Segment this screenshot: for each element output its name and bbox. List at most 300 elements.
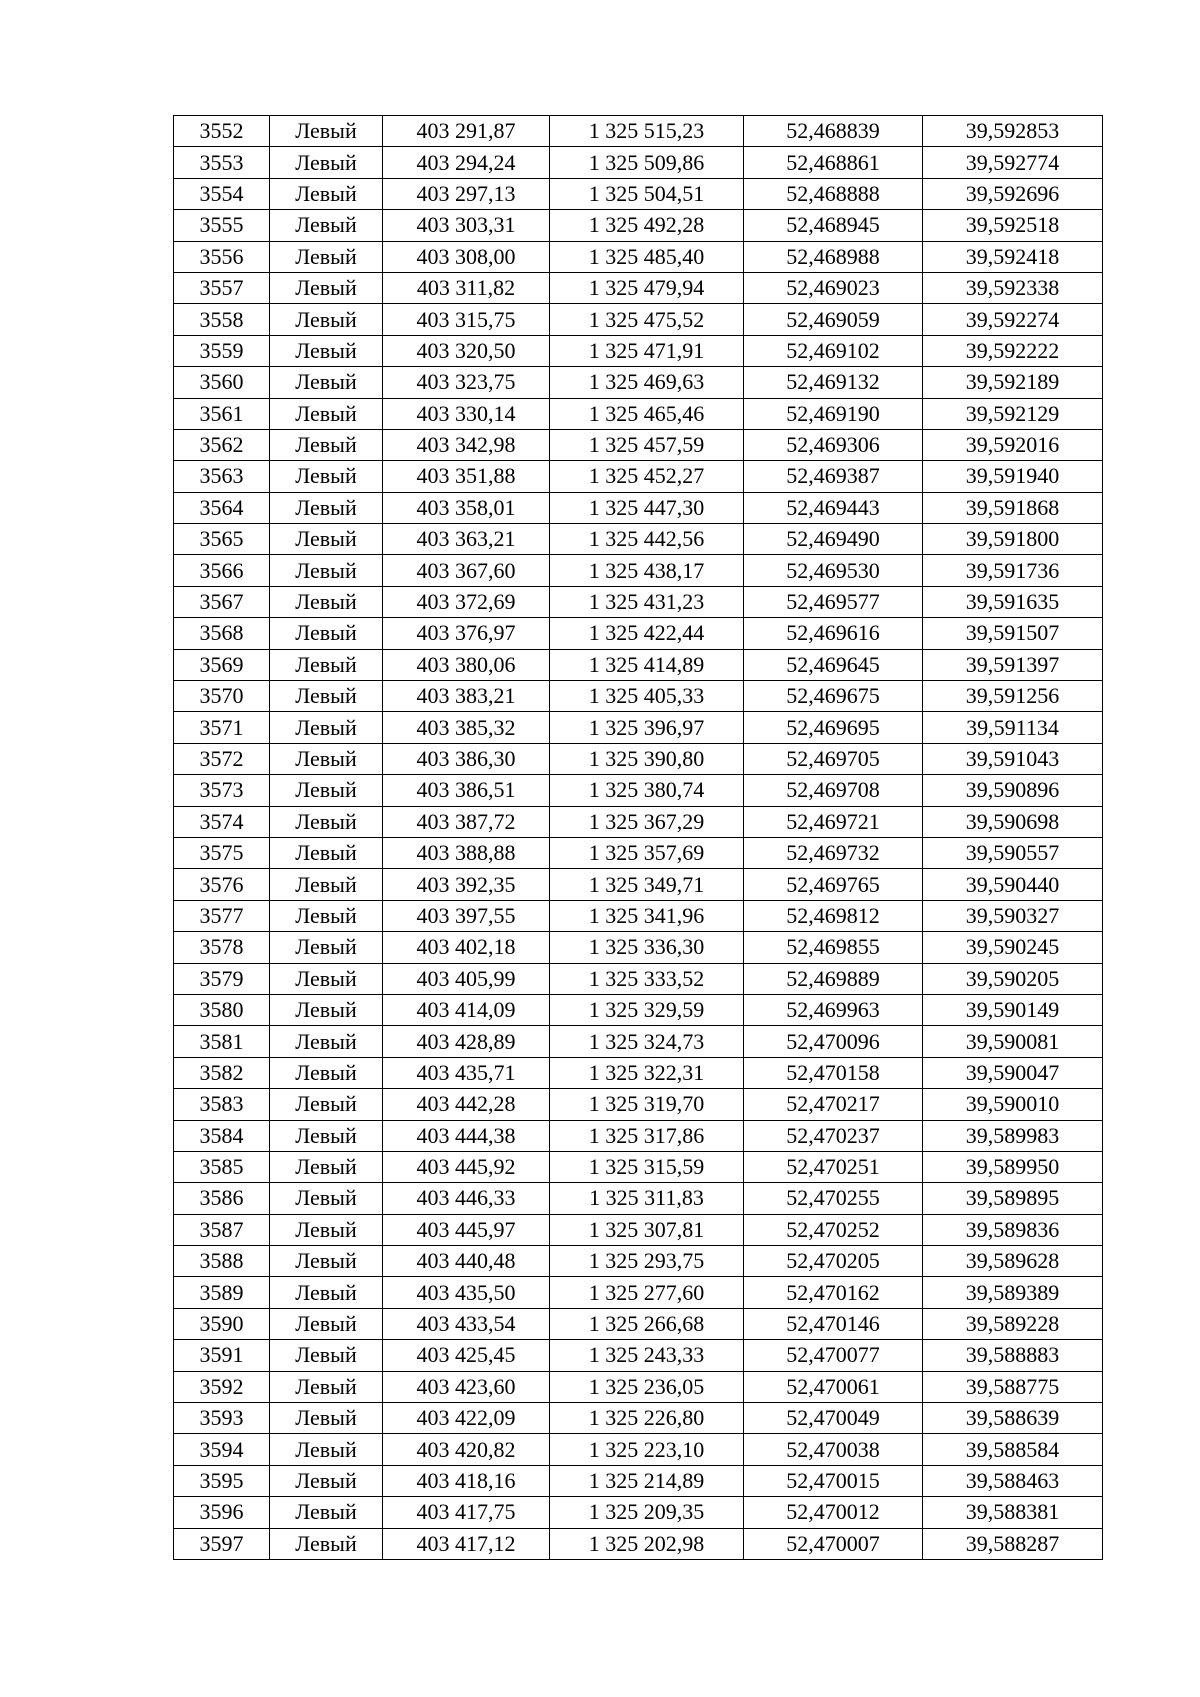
side-cell: Левый	[270, 1183, 383, 1214]
table-row	[174, 1434, 1103, 1465]
point-number-cell: 3565	[174, 524, 270, 555]
table-row	[174, 586, 1103, 617]
longitude-cell: 39,589950	[923, 1151, 1103, 1182]
side-cell: Левый	[270, 649, 383, 680]
y-coordinate-cell: 1 325 333,52	[550, 963, 744, 994]
point-number-cell: 3588	[174, 1246, 270, 1277]
y-coordinate-cell: 1 325 452,27	[550, 461, 744, 492]
x-coordinate-cell: 403 303,31	[383, 210, 550, 241]
x-coordinate-cell: 403 420,82	[383, 1434, 550, 1465]
table-row	[174, 367, 1103, 398]
y-coordinate-cell: 1 325 471,91	[550, 335, 744, 366]
table-row	[174, 900, 1103, 931]
side-cell: Левый	[270, 586, 383, 617]
latitude-cell: 52,469645	[744, 649, 923, 680]
side-cell: Левый	[270, 304, 383, 335]
table-row	[174, 461, 1103, 492]
point-number-cell: 3586	[174, 1183, 270, 1214]
y-coordinate-cell: 1 325 447,30	[550, 492, 744, 523]
point-number-cell: 3587	[174, 1214, 270, 1245]
latitude-cell: 52,470007	[744, 1528, 923, 1559]
longitude-cell: 39,590327	[923, 900, 1103, 931]
latitude-cell: 52,468945	[744, 210, 923, 241]
table-row	[174, 1277, 1103, 1308]
latitude-cell: 52,469708	[744, 775, 923, 806]
y-coordinate-cell: 1 325 317,86	[550, 1120, 744, 1151]
side-cell: Левый	[270, 1277, 383, 1308]
table-row	[174, 806, 1103, 837]
y-coordinate-cell: 1 325 349,71	[550, 869, 744, 900]
latitude-cell: 52,470251	[744, 1151, 923, 1182]
x-coordinate-cell: 403 372,69	[383, 586, 550, 617]
table-row	[174, 618, 1103, 649]
side-cell: Левый	[270, 492, 383, 523]
y-coordinate-cell: 1 325 324,73	[550, 1026, 744, 1057]
x-coordinate-cell: 403 428,89	[383, 1026, 550, 1057]
point-number-cell: 3575	[174, 837, 270, 868]
latitude-cell: 52,469387	[744, 461, 923, 492]
table-row	[174, 649, 1103, 680]
table-row	[174, 1183, 1103, 1214]
point-number-cell: 3563	[174, 461, 270, 492]
table-row	[174, 1528, 1103, 1559]
point-number-cell: 3582	[174, 1057, 270, 1088]
longitude-cell: 39,591397	[923, 649, 1103, 680]
longitude-cell: 39,590081	[923, 1026, 1103, 1057]
table-row	[174, 1057, 1103, 1088]
y-coordinate-cell: 1 325 266,68	[550, 1308, 744, 1339]
table-row	[174, 775, 1103, 806]
longitude-cell: 39,588639	[923, 1403, 1103, 1434]
point-number-cell: 3572	[174, 743, 270, 774]
latitude-cell: 52,469023	[744, 272, 923, 303]
side-cell: Левый	[270, 335, 383, 366]
point-number-cell: 3580	[174, 994, 270, 1025]
longitude-cell: 39,588463	[923, 1465, 1103, 1496]
x-coordinate-cell: 403 342,98	[383, 429, 550, 460]
side-cell: Левый	[270, 555, 383, 586]
latitude-cell: 52,469963	[744, 994, 923, 1025]
latitude-cell: 52,470252	[744, 1214, 923, 1245]
x-coordinate-cell: 403 323,75	[383, 367, 550, 398]
latitude-cell: 52,469190	[744, 398, 923, 429]
y-coordinate-cell: 1 325 390,80	[550, 743, 744, 774]
side-cell: Левый	[270, 1403, 383, 1434]
side-cell: Левый	[270, 1465, 383, 1496]
point-number-cell: 3559	[174, 335, 270, 366]
point-number-cell: 3558	[174, 304, 270, 335]
longitude-cell: 39,592338	[923, 272, 1103, 303]
latitude-cell: 52,468888	[744, 178, 923, 209]
y-coordinate-cell: 1 325 515,23	[550, 116, 744, 147]
latitude-cell: 52,469889	[744, 963, 923, 994]
y-coordinate-cell: 1 325 367,29	[550, 806, 744, 837]
longitude-cell: 39,588883	[923, 1340, 1103, 1371]
latitude-cell: 52,470012	[744, 1497, 923, 1528]
longitude-cell: 39,592774	[923, 147, 1103, 178]
side-cell: Левый	[270, 775, 383, 806]
table-row	[174, 743, 1103, 774]
point-number-cell: 3570	[174, 681, 270, 712]
side-cell: Левый	[270, 900, 383, 931]
latitude-cell: 52,469102	[744, 335, 923, 366]
table-row	[174, 241, 1103, 272]
longitude-cell: 39,590245	[923, 932, 1103, 963]
x-coordinate-cell: 403 397,55	[383, 900, 550, 931]
x-coordinate-cell: 403 386,51	[383, 775, 550, 806]
y-coordinate-cell: 1 325 307,81	[550, 1214, 744, 1245]
point-number-cell: 3581	[174, 1026, 270, 1057]
table-row	[174, 304, 1103, 335]
table-row	[174, 1151, 1103, 1182]
x-coordinate-cell: 403 330,14	[383, 398, 550, 429]
side-cell: Левый	[270, 712, 383, 743]
x-coordinate-cell: 403 425,45	[383, 1340, 550, 1371]
y-coordinate-cell: 1 325 214,89	[550, 1465, 744, 1496]
latitude-cell: 52,469675	[744, 681, 923, 712]
x-coordinate-cell: 403 297,13	[383, 178, 550, 209]
y-coordinate-cell: 1 325 202,98	[550, 1528, 744, 1559]
y-coordinate-cell: 1 325 479,94	[550, 272, 744, 303]
y-coordinate-cell: 1 325 405,33	[550, 681, 744, 712]
y-coordinate-cell: 1 325 485,40	[550, 241, 744, 272]
longitude-cell: 39,592222	[923, 335, 1103, 366]
table-row	[174, 1089, 1103, 1120]
side-cell: Левый	[270, 1246, 383, 1277]
table-row	[174, 837, 1103, 868]
side-cell: Левый	[270, 1057, 383, 1088]
side-cell: Левый	[270, 963, 383, 994]
point-number-cell: 3592	[174, 1371, 270, 1402]
x-coordinate-cell: 403 435,50	[383, 1277, 550, 1308]
side-cell: Левый	[270, 210, 383, 241]
side-cell: Левый	[270, 272, 383, 303]
point-number-cell: 3557	[174, 272, 270, 303]
point-number-cell: 3555	[174, 210, 270, 241]
latitude-cell: 52,468839	[744, 116, 923, 147]
longitude-cell: 39,592129	[923, 398, 1103, 429]
latitude-cell: 52,470217	[744, 1089, 923, 1120]
longitude-cell: 39,591800	[923, 524, 1103, 555]
table-row	[174, 869, 1103, 900]
x-coordinate-cell: 403 311,82	[383, 272, 550, 303]
table-row	[174, 1403, 1103, 1434]
longitude-cell: 39,589389	[923, 1277, 1103, 1308]
point-number-cell: 3594	[174, 1434, 270, 1465]
y-coordinate-cell: 1 325 396,97	[550, 712, 744, 743]
x-coordinate-cell: 403 445,97	[383, 1214, 550, 1245]
y-coordinate-cell: 1 325 329,59	[550, 994, 744, 1025]
y-coordinate-cell: 1 325 422,44	[550, 618, 744, 649]
table-row	[174, 147, 1103, 178]
point-number-cell: 3571	[174, 712, 270, 743]
x-coordinate-cell: 403 294,24	[383, 147, 550, 178]
y-coordinate-cell: 1 325 380,74	[550, 775, 744, 806]
y-coordinate-cell: 1 325 293,75	[550, 1246, 744, 1277]
latitude-cell: 52,470038	[744, 1434, 923, 1465]
x-coordinate-cell: 403 402,18	[383, 932, 550, 963]
y-coordinate-cell: 1 325 438,17	[550, 555, 744, 586]
longitude-cell: 39,592016	[923, 429, 1103, 460]
longitude-cell: 39,591868	[923, 492, 1103, 523]
latitude-cell: 52,470158	[744, 1057, 923, 1088]
table-row	[174, 1465, 1103, 1496]
latitude-cell: 52,469577	[744, 586, 923, 617]
latitude-cell: 52,470146	[744, 1308, 923, 1339]
table-row	[174, 1308, 1103, 1339]
y-coordinate-cell: 1 325 414,89	[550, 649, 744, 680]
point-number-cell: 3596	[174, 1497, 270, 1528]
side-cell: Левый	[270, 429, 383, 460]
x-coordinate-cell: 403 320,50	[383, 335, 550, 366]
x-coordinate-cell: 403 418,16	[383, 1465, 550, 1496]
longitude-cell: 39,590149	[923, 994, 1103, 1025]
table-row	[174, 272, 1103, 303]
x-coordinate-cell: 403 387,72	[383, 806, 550, 837]
latitude-cell: 52,469443	[744, 492, 923, 523]
table-row	[174, 712, 1103, 743]
y-coordinate-cell: 1 325 223,10	[550, 1434, 744, 1465]
x-coordinate-cell: 403 414,09	[383, 994, 550, 1025]
side-cell: Левый	[270, 806, 383, 837]
latitude-cell: 52,469616	[744, 618, 923, 649]
point-number-cell: 3552	[174, 116, 270, 147]
table-row	[174, 1497, 1103, 1528]
x-coordinate-cell: 403 376,97	[383, 618, 550, 649]
latitude-cell: 52,468988	[744, 241, 923, 272]
longitude-cell: 39,590698	[923, 806, 1103, 837]
y-coordinate-cell: 1 325 469,63	[550, 367, 744, 398]
x-coordinate-cell: 403 351,88	[383, 461, 550, 492]
point-number-cell: 3554	[174, 178, 270, 209]
point-number-cell: 3597	[174, 1528, 270, 1559]
table-row	[174, 994, 1103, 1025]
table-row	[174, 555, 1103, 586]
point-number-cell: 3556	[174, 241, 270, 272]
longitude-cell: 39,589895	[923, 1183, 1103, 1214]
latitude-cell: 52,469855	[744, 932, 923, 963]
table-row	[174, 1120, 1103, 1151]
latitude-cell: 52,469705	[744, 743, 923, 774]
table-row	[174, 1340, 1103, 1371]
latitude-cell: 52,469530	[744, 555, 923, 586]
side-cell: Левый	[270, 869, 383, 900]
x-coordinate-cell: 403 435,71	[383, 1057, 550, 1088]
table-row	[174, 681, 1103, 712]
point-number-cell: 3569	[174, 649, 270, 680]
latitude-cell: 52,469132	[744, 367, 923, 398]
longitude-cell: 39,592418	[923, 241, 1103, 272]
latitude-cell: 52,470162	[744, 1277, 923, 1308]
x-coordinate-cell: 403 440,48	[383, 1246, 550, 1277]
point-number-cell: 3564	[174, 492, 270, 523]
side-cell: Левый	[270, 1340, 383, 1371]
latitude-cell: 52,470015	[744, 1465, 923, 1496]
side-cell: Левый	[270, 994, 383, 1025]
longitude-cell: 39,591940	[923, 461, 1103, 492]
point-number-cell: 3573	[174, 775, 270, 806]
latitude-cell: 52,470096	[744, 1026, 923, 1057]
longitude-cell: 39,590205	[923, 963, 1103, 994]
coordinates-table-body	[174, 116, 1103, 1560]
y-coordinate-cell: 1 325 226,80	[550, 1403, 744, 1434]
longitude-cell: 39,588381	[923, 1497, 1103, 1528]
point-number-cell: 3593	[174, 1403, 270, 1434]
longitude-cell: 39,589628	[923, 1246, 1103, 1277]
longitude-cell: 39,591256	[923, 681, 1103, 712]
point-number-cell: 3578	[174, 932, 270, 963]
side-cell: Левый	[270, 1026, 383, 1057]
longitude-cell: 39,590440	[923, 869, 1103, 900]
point-number-cell: 3584	[174, 1120, 270, 1151]
y-coordinate-cell: 1 325 492,28	[550, 210, 744, 241]
x-coordinate-cell: 403 383,21	[383, 681, 550, 712]
y-coordinate-cell: 1 325 243,33	[550, 1340, 744, 1371]
table-row	[174, 963, 1103, 994]
table-row	[174, 1371, 1103, 1402]
point-number-cell: 3590	[174, 1308, 270, 1339]
y-coordinate-cell: 1 325 315,59	[550, 1151, 744, 1182]
table-row	[174, 335, 1103, 366]
latitude-cell: 52,469812	[744, 900, 923, 931]
longitude-cell: 39,592189	[923, 367, 1103, 398]
x-coordinate-cell: 403 445,92	[383, 1151, 550, 1182]
latitude-cell: 52,469490	[744, 524, 923, 555]
side-cell: Левый	[270, 461, 383, 492]
latitude-cell: 52,470049	[744, 1403, 923, 1434]
latitude-cell: 52,470205	[744, 1246, 923, 1277]
point-number-cell: 3568	[174, 618, 270, 649]
coordinates-table	[173, 115, 1103, 1560]
longitude-cell: 39,588584	[923, 1434, 1103, 1465]
x-coordinate-cell: 403 417,75	[383, 1497, 550, 1528]
side-cell: Левый	[270, 1371, 383, 1402]
y-coordinate-cell: 1 325 322,31	[550, 1057, 744, 1088]
longitude-cell: 39,591134	[923, 712, 1103, 743]
table-row	[174, 429, 1103, 460]
latitude-cell: 52,470061	[744, 1371, 923, 1402]
side-cell: Левый	[270, 1089, 383, 1120]
y-coordinate-cell: 1 325 236,05	[550, 1371, 744, 1402]
point-number-cell: 3560	[174, 367, 270, 398]
side-cell: Левый	[270, 1528, 383, 1559]
x-coordinate-cell: 403 405,99	[383, 963, 550, 994]
x-coordinate-cell: 403 367,60	[383, 555, 550, 586]
x-coordinate-cell: 403 422,09	[383, 1403, 550, 1434]
latitude-cell: 52,469695	[744, 712, 923, 743]
y-coordinate-cell: 1 325 357,69	[550, 837, 744, 868]
y-coordinate-cell: 1 325 431,23	[550, 586, 744, 617]
point-number-cell: 3562	[174, 429, 270, 460]
y-coordinate-cell: 1 325 442,56	[550, 524, 744, 555]
y-coordinate-cell: 1 325 277,60	[550, 1277, 744, 1308]
y-coordinate-cell: 1 325 457,59	[550, 429, 744, 460]
x-coordinate-cell: 403 423,60	[383, 1371, 550, 1402]
longitude-cell: 39,589983	[923, 1120, 1103, 1151]
table-row	[174, 210, 1103, 241]
latitude-cell: 52,469306	[744, 429, 923, 460]
longitude-cell: 39,591736	[923, 555, 1103, 586]
y-coordinate-cell: 1 325 209,35	[550, 1497, 744, 1528]
longitude-cell: 39,590047	[923, 1057, 1103, 1088]
longitude-cell: 39,590896	[923, 775, 1103, 806]
table-row	[174, 398, 1103, 429]
x-coordinate-cell: 403 388,88	[383, 837, 550, 868]
longitude-cell: 39,589836	[923, 1214, 1103, 1245]
side-cell: Левый	[270, 1151, 383, 1182]
longitude-cell: 39,588775	[923, 1371, 1103, 1402]
x-coordinate-cell: 403 442,28	[383, 1089, 550, 1120]
x-coordinate-cell: 403 433,54	[383, 1308, 550, 1339]
table-row	[174, 492, 1103, 523]
latitude-cell: 52,470237	[744, 1120, 923, 1151]
side-cell: Левый	[270, 837, 383, 868]
point-number-cell: 3576	[174, 869, 270, 900]
longitude-cell: 39,592853	[923, 116, 1103, 147]
x-coordinate-cell: 403 386,30	[383, 743, 550, 774]
y-coordinate-cell: 1 325 504,51	[550, 178, 744, 209]
table-row	[174, 1246, 1103, 1277]
x-coordinate-cell: 403 444,38	[383, 1120, 550, 1151]
latitude-cell: 52,470255	[744, 1183, 923, 1214]
table-row	[174, 116, 1103, 147]
x-coordinate-cell: 403 315,75	[383, 304, 550, 335]
x-coordinate-cell: 403 385,32	[383, 712, 550, 743]
x-coordinate-cell: 403 417,12	[383, 1528, 550, 1559]
point-number-cell: 3591	[174, 1340, 270, 1371]
point-number-cell: 3579	[174, 963, 270, 994]
side-cell: Левый	[270, 241, 383, 272]
x-coordinate-cell: 403 392,35	[383, 869, 550, 900]
table-row	[174, 524, 1103, 555]
side-cell: Левый	[270, 618, 383, 649]
x-coordinate-cell: 403 358,01	[383, 492, 550, 523]
x-coordinate-cell: 403 446,33	[383, 1183, 550, 1214]
point-number-cell: 3566	[174, 555, 270, 586]
point-number-cell: 3583	[174, 1089, 270, 1120]
table-row	[174, 1026, 1103, 1057]
side-cell: Левый	[270, 147, 383, 178]
point-number-cell: 3595	[174, 1465, 270, 1496]
x-coordinate-cell: 403 363,21	[383, 524, 550, 555]
longitude-cell: 39,588287	[923, 1528, 1103, 1559]
x-coordinate-cell: 403 380,06	[383, 649, 550, 680]
side-cell: Левый	[270, 1497, 383, 1528]
latitude-cell: 52,469732	[744, 837, 923, 868]
side-cell: Левый	[270, 524, 383, 555]
y-coordinate-cell: 1 325 509,86	[550, 147, 744, 178]
y-coordinate-cell: 1 325 311,83	[550, 1183, 744, 1214]
longitude-cell: 39,591507	[923, 618, 1103, 649]
table-row	[174, 1214, 1103, 1245]
longitude-cell: 39,590010	[923, 1089, 1103, 1120]
side-cell: Левый	[270, 367, 383, 398]
latitude-cell: 52,470077	[744, 1340, 923, 1371]
side-cell: Левый	[270, 116, 383, 147]
side-cell: Левый	[270, 178, 383, 209]
point-number-cell: 3561	[174, 398, 270, 429]
point-number-cell: 3589	[174, 1277, 270, 1308]
latitude-cell: 52,469059	[744, 304, 923, 335]
longitude-cell: 39,591043	[923, 743, 1103, 774]
y-coordinate-cell: 1 325 465,46	[550, 398, 744, 429]
side-cell: Левый	[270, 1434, 383, 1465]
x-coordinate-cell: 403 308,00	[383, 241, 550, 272]
point-number-cell: 3585	[174, 1151, 270, 1182]
y-coordinate-cell: 1 325 341,96	[550, 900, 744, 931]
table-row	[174, 178, 1103, 209]
side-cell: Левый	[270, 681, 383, 712]
